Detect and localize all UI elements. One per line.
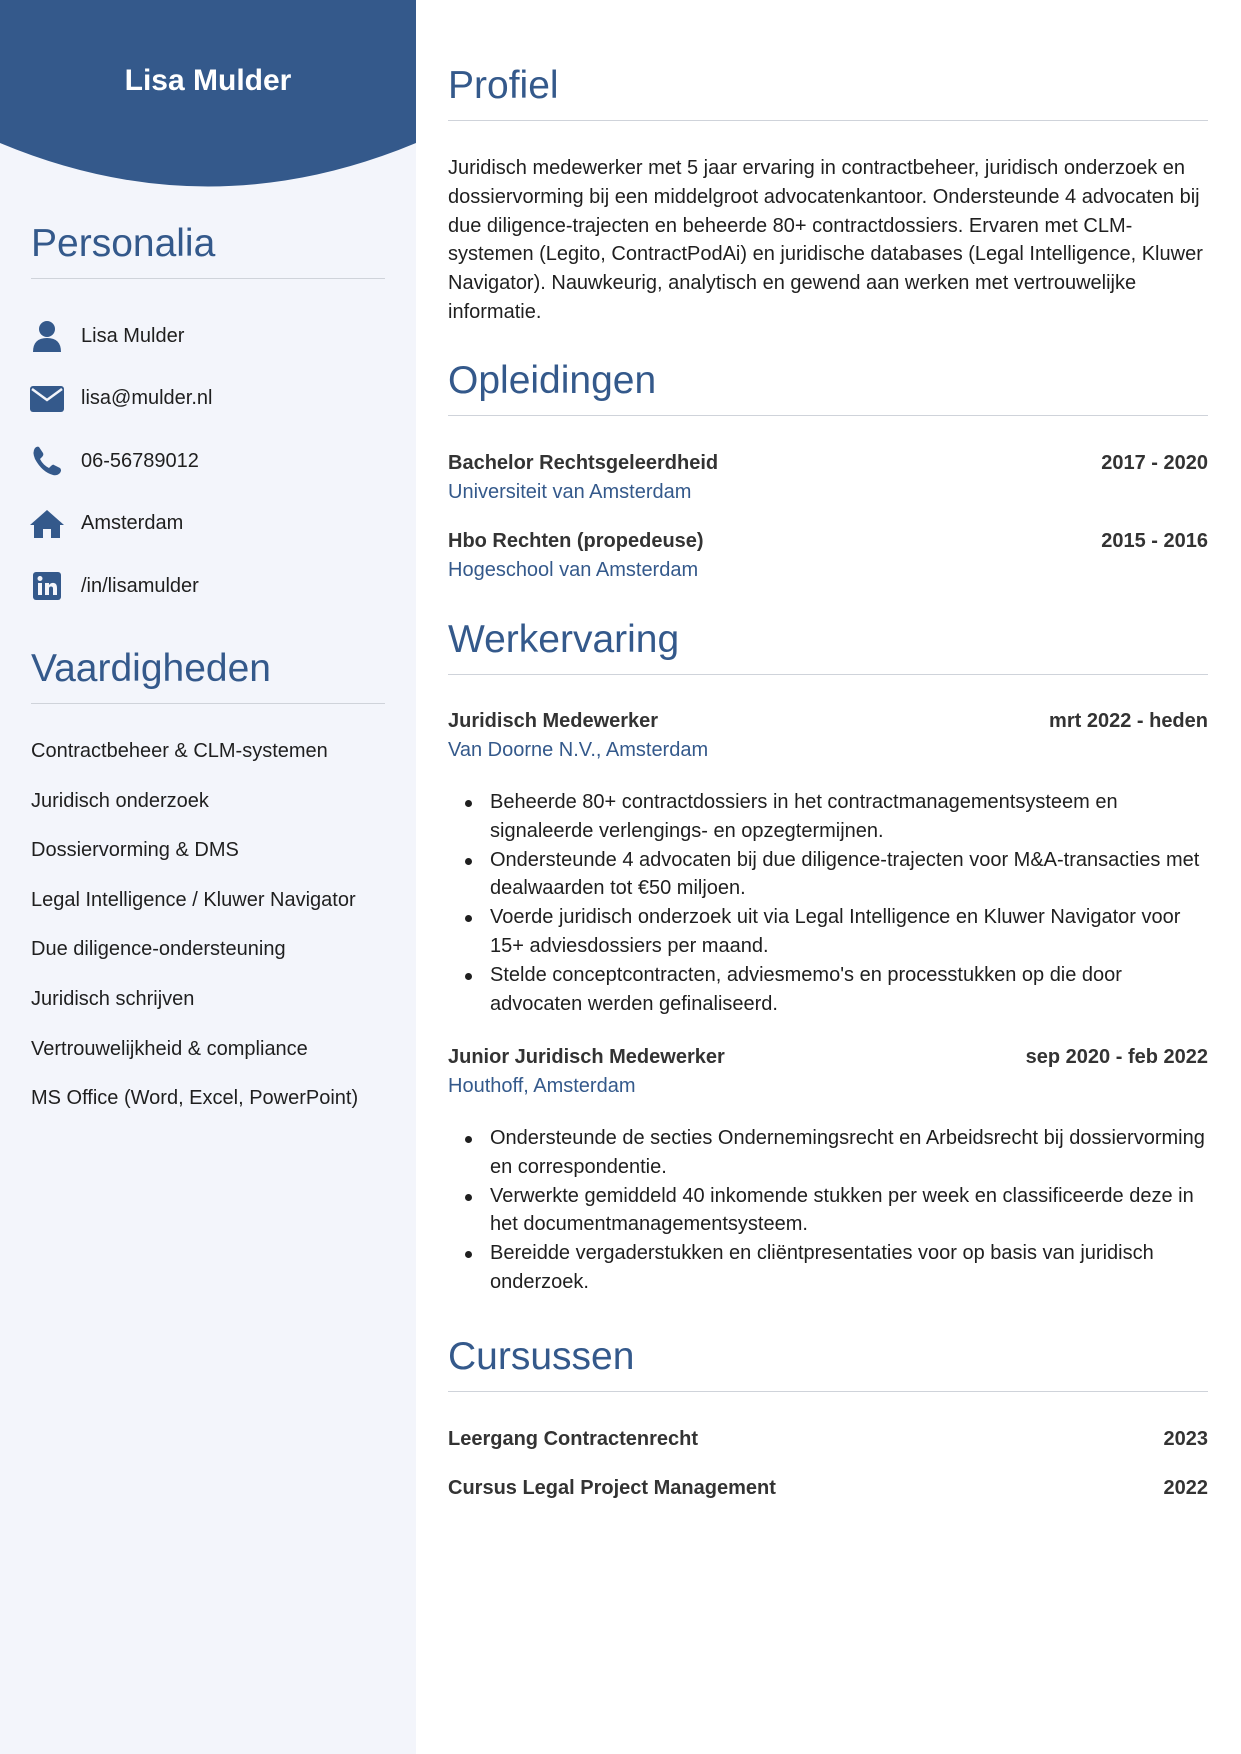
- course-date: 2022: [1163, 1477, 1208, 1499]
- course-entry: [448, 1477, 1208, 1500]
- job-title: Juridisch Medewerker: [448, 710, 659, 732]
- education-entry: [448, 530, 1208, 582]
- skill-item: Juridisch schrijven: [31, 987, 195, 1010]
- skill-item: Juridisch onderzoek: [31, 789, 209, 812]
- skills-heading: Vaardigheden: [31, 647, 385, 704]
- job-title: Junior Juridisch Medewerker: [448, 1046, 725, 1068]
- home-icon: [29, 506, 65, 542]
- course-date: 2023: [1163, 1428, 1208, 1450]
- job-bullets: [448, 1124, 1208, 1297]
- skill-item: Vertrouwelijkheid & compliance: [31, 1037, 308, 1060]
- job-company: Van Doorne N.V., Amsterdam: [448, 739, 709, 761]
- bullet-item: Bereidde vergaderstukken en cliëntpresentaties voor op basis van juridisch onderzoek.: [490, 1239, 1208, 1297]
- linkedin-icon: [29, 568, 65, 604]
- education-institution: Universiteit van Amsterdam: [448, 481, 692, 503]
- contact-phone-text[interactable]: 06-56789012: [81, 449, 199, 472]
- education-title: Bachelor Rechtsgeleerdheid: [448, 452, 719, 474]
- phone-icon: [29, 443, 65, 479]
- candidate-name: Lisa Mulder: [124, 64, 292, 97]
- job-date: mrt 2022 - heden: [1049, 710, 1208, 732]
- contact-location: [29, 493, 389, 556]
- work-entry: [448, 710, 1208, 1018]
- contact-email[interactable]: [29, 368, 389, 431]
- envelope-icon: [29, 381, 65, 417]
- bullet-item: Beheerde 80+ contractdossiers in het contractmanagementsysteem en signaleerde verlengings- en opzegtermijnen.: [490, 788, 1208, 846]
- education-title: Hbo Rechten (propedeuse): [448, 530, 704, 552]
- bullet-item: Verwerkte gemiddeld 40 inkomende stukken per week en classificeerde deze in het documentmanagementsysteem.: [490, 1182, 1208, 1240]
- skills-list: [31, 736, 401, 1133]
- education-heading: Opleidingen: [448, 359, 1208, 416]
- contact-linkedin-text[interactable]: /in/lisamulder: [81, 574, 199, 597]
- name-header: [0, 0, 416, 190]
- sidebar: [0, 0, 416, 1754]
- bullet-item: Ondersteunde de secties Ondernemingsrecht en Arbeidsrecht bij dossiervorming en correspondentie.: [490, 1124, 1208, 1182]
- profile-heading: Profiel: [448, 64, 1208, 121]
- profile-text: Juridisch medewerker met 5 jaar ervaring in contractbeheer, juridisch onderzoek en dossiervorming bij een middelgroot advocatenkantoor. Ondersteunde 4 advocaten bij due diligence-trajecten en beheerde 80+ contractdossiers. Ervaren met CLM-systemen (Legito, ContractPodAi) en juridische databases (Legal Intelligence, Kluwer Navigator). Nauwkeurig, analytisch en gewend aan werken met vertrouwelijke informatie.: [448, 157, 1203, 323]
- bullet-item: Ondersteunde 4 advocaten bij due diligence-trajecten voor M&A-transacties met dealwaarden tot €50 miljoen.: [490, 846, 1208, 904]
- skill-item: Contractbeheer & CLM-systemen: [31, 740, 328, 762]
- personalia-heading: Personalia: [31, 222, 385, 279]
- course-entry: [448, 1428, 1208, 1451]
- courses-heading: Cursussen: [448, 1335, 1208, 1392]
- education-date: 2015 - 2016: [1101, 530, 1208, 552]
- education-date: 2017 - 2020: [1101, 452, 1208, 474]
- contact-name: [29, 305, 389, 368]
- skill-item: Dossiervorming & DMS: [31, 839, 239, 862]
- contact-phone[interactable]: [29, 430, 389, 493]
- skill-item: Due diligence-ondersteuning: [31, 938, 286, 961]
- education-entry: [448, 452, 1208, 504]
- bullet-item: Stelde conceptcontracten, adviesmemo's en processtukken op die door advocaten werden gefinaliseerd.: [490, 961, 1208, 1019]
- course-title: Cursus Legal Project Management: [448, 1477, 776, 1499]
- job-date: sep 2020 - feb 2022: [1025, 1046, 1208, 1068]
- bullet-item: Voerde juridisch onderzoek uit via Legal Intelligence en Kluwer Navigator voor 15+ adviesdossiers per maand.: [490, 903, 1208, 961]
- skill-item: Legal Intelligence / Kluwer Navigator: [31, 888, 356, 911]
- job-company: Houthoff, Amsterdam: [448, 1075, 636, 1097]
- work-entry: [448, 1046, 1208, 1297]
- contact-email-text[interactable]: lisa@mulder.nl: [81, 387, 213, 410]
- job-bullets: [448, 788, 1208, 1018]
- contact-name-text: Lisa Mulder: [81, 324, 185, 347]
- course-title: Leergang Contractenrecht: [448, 1428, 699, 1450]
- skill-item: MS Office (Word, Excel, PowerPoint): [31, 1087, 359, 1110]
- contact-linkedin[interactable]: [29, 555, 389, 618]
- person-icon: [29, 318, 65, 354]
- contact-location-text: Amsterdam: [81, 512, 184, 535]
- work-heading: Werkervaring: [448, 618, 1208, 675]
- contact-list: [29, 305, 389, 618]
- education-institution: Hogeschool van Amsterdam: [448, 559, 699, 581]
